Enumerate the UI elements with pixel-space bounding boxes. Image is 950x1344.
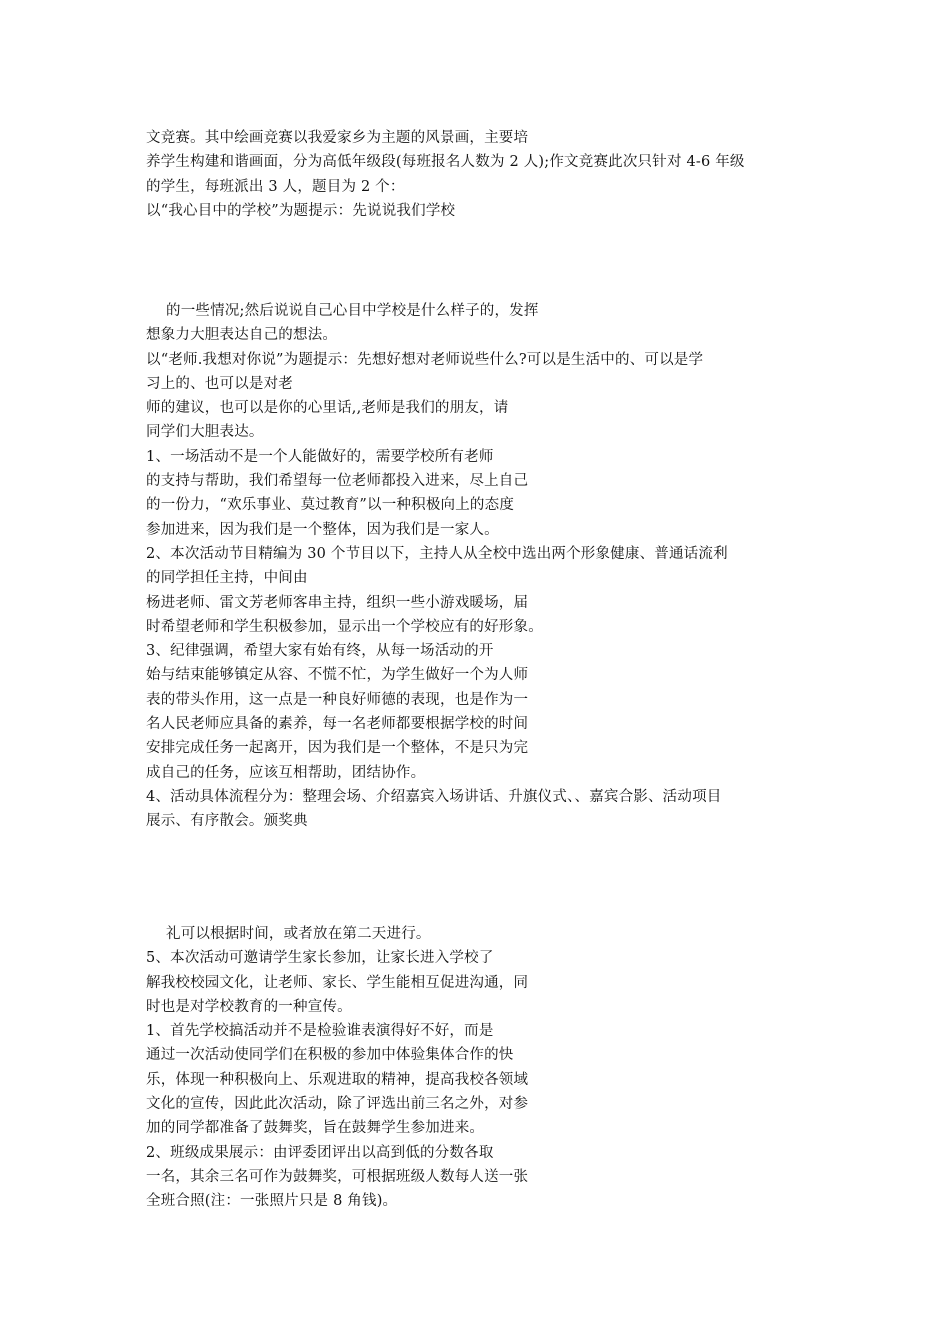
text-line: 1、首先学校搞活动并不是检验谁表演得好不好，而是 bbox=[146, 1023, 494, 1040]
text-line: 习上的、也可以是对老 bbox=[146, 375, 293, 392]
text-line: 杨进老师、雷文芳老师客串主持，组织一些小游戏暖场，届 bbox=[146, 594, 529, 611]
text-block-1 bbox=[146, 126, 816, 223]
text-line: 的同学担任主持，中间由 bbox=[146, 570, 308, 587]
text-line: 成自己的任务，应该互相帮助，团结协作。 bbox=[146, 764, 426, 781]
text-line: 时也是对学校教育的一种宣传。 bbox=[146, 998, 352, 1015]
text-line: 乐，体现一种积极向上、乐观进取的精神，提高我校各领域 bbox=[146, 1071, 529, 1088]
text-line: 表的带头作用，这一点是一种良好师德的表现，也是作为一 bbox=[146, 691, 529, 708]
text-line: 的支持与帮助，我们希望每一位老师都投入进来，尽上自己 bbox=[146, 473, 529, 490]
text-line: 一名，其余三名可作为鼓舞奖，可根据班级人数每人送一张 bbox=[146, 1168, 529, 1185]
text-block-2 bbox=[146, 299, 816, 834]
text-line: 时希望老师和学生积极参加，显示出一个学校应有的好形象。 bbox=[146, 618, 543, 635]
text-line: 养学生构建和谐画面，分为高低年级段(每班报名人数为 2 人);作文竞赛此次只针对 4-6 年级 bbox=[146, 154, 745, 171]
text-line: 加的同学都准备了鼓舞奖，旨在鼓舞学生参加进来。 bbox=[146, 1120, 485, 1137]
text-line: 5、本次活动可邀请学生家长参加，让家长进入学校了 bbox=[146, 950, 494, 967]
text-line: 2、班级成果展示：由评委团评出以高到低的分数各取 bbox=[146, 1144, 494, 1161]
text-line: 始与结束能够镇定从容、不慌不忙，为学生做好一个为人师 bbox=[146, 667, 529, 684]
text-line: 想象力大胆表达自己的想法。 bbox=[146, 327, 338, 344]
text-line: 的一些情况;然后说说自己心目中学校是什么样子的，发挥 bbox=[166, 303, 539, 319]
text-line: 以“老师.我想对你说”为题提示：先想好想对老师说些什么?可以是生活中的、可以是学 bbox=[146, 351, 704, 368]
text-line: 解我校校园文化，让老师、家长、学生能相互促进沟通，同 bbox=[146, 974, 529, 991]
text-line: 同学们大胆表达。 bbox=[146, 424, 264, 441]
text-line: 3、纪律强调，希望大家有始有终，从每一场活动的开 bbox=[146, 643, 494, 660]
text-line: 2、本次活动节目精编为 30 个节目以下，主持人从全校中选出两个形象健康、普通话流利 bbox=[146, 545, 728, 562]
text-line: 通过一次活动使同学们在积极的参加中体验集体合作的快 bbox=[146, 1047, 514, 1064]
text-line: 名人民老师应具备的素养，每一名老师都要根据学校的时间 bbox=[146, 716, 529, 733]
text-line: 文化的宣传，因此此次活动，除了评选出前三名之外，对参 bbox=[146, 1096, 529, 1113]
text-line: 文竞赛。其中绘画竞赛以我爱家乡为主题的风景画，主要培 bbox=[146, 130, 529, 146]
text-line: 展示、有序散会。颁奖典 bbox=[146, 813, 308, 830]
text-line: 1、一场活动不是一个人能做好的，需要学校所有老师 bbox=[146, 448, 494, 465]
text-block-3 bbox=[146, 922, 816, 1214]
text-line: 安排完成任务一起离开，因为我们是一个整体，不是只为完 bbox=[146, 740, 529, 757]
text-line: 参加进来，因为我们是一个整体，因为我们是一家人。 bbox=[146, 521, 499, 538]
text-line: 师的建议，也可以是你的心里话,,老师是我们的朋友，请 bbox=[146, 400, 509, 417]
text-line: 4、活动具体流程分为：整理会场、介绍嘉宾入场讲话、升旗仪式、、嘉宾合影、活动项目 bbox=[146, 788, 722, 805]
text-line: 全班合照(注：一张照片只是 8 角钱)。 bbox=[146, 1193, 398, 1210]
text-line: 以“我心目中的学校”为题提示：先说说我们学校 bbox=[146, 202, 456, 219]
text-line: 的学生，每班派出 3 人，题目为 2 个： bbox=[146, 178, 405, 195]
text-line: 礼可以根据时间，或者放在第二天进行。 bbox=[166, 926, 431, 942]
text-line: 的一份力，“欢乐事业、莫过教育”以一种积极向上的态度 bbox=[146, 497, 515, 514]
